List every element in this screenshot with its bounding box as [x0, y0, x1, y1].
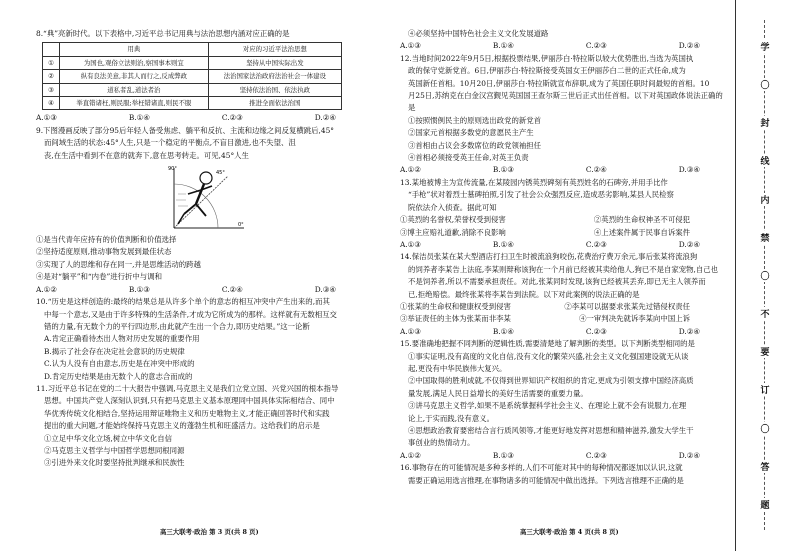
q14-options-row2 — [400, 313, 690, 325]
q13-stem-3: 院依法介入侦查。据此可知 — [408, 202, 497, 212]
q13-choices — [400, 239, 700, 251]
q9-option: ②坚持适度原则,推动事物发展到最佳状态 — [36, 247, 172, 257]
table-cell: 推进全面依法治国 — [208, 97, 341, 110]
q10-option: B.揭示了社会存在决定社会意识的历史规律 — [44, 346, 185, 356]
q8-table — [42, 42, 342, 110]
table-cell: 纵有良法美意,非其人而行之,反成弊政 — [60, 70, 209, 83]
q15-option: 论上,于实而践,没有意义。 — [408, 413, 494, 423]
q13-stem-2: “手枪”状对着烈士墓碑拍照,引发了社会公众强烈反应,造成恶劣影响,某县人民检察 — [408, 190, 674, 200]
q8-stem: 8.“典”亮新时代。以下表格中,习近平总书记用典与法治思想内涵对应正确的是 — [36, 29, 290, 38]
q14-stem-1: 14.保洁员张某在某大型酒店打扫卫生时被流浪狗咬伤,花费治疗费万余元,事后张某将流浪狗 — [400, 252, 698, 262]
choice-d: D.②④ — [678, 326, 700, 336]
q11-stem-3: 华优秀传统文化相结合,坚持运用辩证唯物主义和历史唯物主义,才能正确回答时代和实践 — [44, 408, 330, 418]
choice-b: B.①③ — [128, 284, 150, 294]
q9-option: ③实现了人的思维和存在同一,并是思维活动的跨越 — [36, 259, 201, 269]
binding-text — [758, 0, 772, 551]
q15-option: 事创业的热情动力。 — [408, 438, 475, 448]
q16-stem-2: 需要正确运用选言推理,在事物诸多的可能情况中做出选择。下列选言推理不正确的是 — [408, 475, 684, 485]
q15-option: ④思想政治教育要密结合言行质风领等,才能更好地发挥对思想和精神滋养,激发大学生干 — [408, 426, 694, 435]
right-footer: 高三大联考·政治 第 4 页(共 8 页) — [520, 528, 619, 536]
q8-header-1: 用典 — [60, 43, 209, 56]
fig-label-45: 45° — [216, 170, 225, 177]
binding-char: 不 — [760, 307, 769, 320]
q9-stem-1: 9.下图漫画反映了部分95后年轻人备受焦虑、躺平和反抗、主流和边缘之间反复横跳后,45° — [36, 125, 334, 135]
table-cell: 法治国家法治政府法治社会一体建设 — [208, 70, 341, 83]
left-page — [36, 28, 361, 470]
q9-option: ①是当代青年应持有的价值判断和价值选择 — [36, 235, 177, 245]
binding-char: 题 — [760, 498, 769, 511]
q14-option: ③举证责任的主体为张某而非李某 — [400, 314, 511, 324]
q13-options-row1 — [400, 214, 690, 226]
q11-option: ②马克思主义哲学与中国哲学思想同根同源 — [44, 445, 185, 455]
binding-char: 内 — [760, 193, 769, 206]
q14-options-row1 — [400, 301, 690, 313]
choice-c: C.②④ — [221, 284, 243, 294]
q8-header-2: 对应的习近平法治思想 — [208, 43, 341, 56]
choice-b: B.①③ — [492, 450, 514, 460]
q14-stem-2: 的饲养者李某告上法庭,李某则辩称该狗在一个月前已经被其卖给他人,狗已不是自家宠物,自己也 — [408, 264, 719, 274]
choice-a: A.①② — [400, 165, 421, 175]
choice-d: D.③④ — [678, 165, 700, 175]
q13-option: ②英烈的生命权神圣不可侵犯 — [593, 215, 690, 225]
choice-c: C.②③ — [585, 41, 607, 51]
q11-stem-1: 11.习近平总书记在党的二十大报告中强调,马克思主义是我们立党立国、兴党兴国的根本指导 — [36, 383, 339, 393]
choice-a: A.①② — [36, 284, 57, 294]
q13-option: ④上述案件属于民事自诉案件 — [593, 227, 690, 237]
q12-choices — [400, 164, 700, 176]
q11-stem-2: 思想。中国共产党人深刻认识到,只有把马克思主义基本原理同中国具体实际相结合、同中 — [44, 396, 335, 406]
binding-char: 学 — [760, 40, 769, 53]
right-page — [400, 28, 725, 487]
choice-b: B.①④ — [492, 326, 514, 336]
q11-option: ①立足中华文化立场,树立中华文化自信 — [44, 433, 172, 443]
q12-stem-1: 12.当地时间2022年9月5日,根据投票结果,伊丽莎白·特拉斯以较大优势胜出,当选为英国执 — [400, 53, 694, 63]
q9-cartoon — [168, 164, 248, 234]
table-cell: 举直错诸枉,则民服;举枉错诸直,则民不服 — [60, 97, 209, 110]
q11-option: ④必须坚持中国特色社会主义文化发展道路 — [408, 29, 549, 38]
fig-label-90: 90° — [168, 166, 177, 173]
q12-stem-4: 月25日,苏纳克在白金汉宫觐见英国国王查尔斯三世后正式出任首相。以下对英国政体说法正确的是 — [408, 91, 723, 113]
binding-char: 要 — [760, 345, 769, 358]
q10-stem-3: 错的力量,有无数个力的平行四边形,由此就产生出一个合力,即历史结果。”这一论断 — [44, 321, 310, 331]
row-num: ② — [43, 70, 60, 83]
q15-option: ②中国取得的胜利成就,不仅得到世界知识产权组织的肯定,更成为引领支撑中国经济高质 — [408, 376, 694, 386]
table-cell: 坚持依法治国、依法执政 — [208, 83, 341, 96]
q10-stem-1: 10.“历史是这样创造的:最终的结果总是从许多个单个的意志的相互冲突中产生出来的,而其 — [36, 297, 330, 307]
q11-option: ③引进外来文化时要坚持批判继承和民族性 — [44, 458, 185, 468]
q9-stem-3: 丧,在生活中看到不在意的就奔下,意在思考转走。可见,45°人生 — [44, 150, 249, 160]
choice-d: D.②④ — [678, 239, 700, 249]
q14-option: ②李某可以据要求张某先过错侵权责任 — [564, 301, 690, 311]
q12-stem-2: 政的保守党新党首。6日,伊丽莎白·特拉斯接受英国女王伊丽莎白二世的正式任命,成为 — [408, 66, 686, 76]
q14-option: ①张某的生命权和健康权受到侵害 — [400, 301, 511, 311]
q15-option: 量发展,满足人民日益增长的美好生活需要的重要力量。 — [408, 388, 588, 398]
binding-char: 〇 — [760, 78, 769, 91]
q9-choices — [36, 284, 336, 296]
choice-b: B.①④ — [128, 113, 150, 123]
choice-a: A.①③ — [400, 326, 421, 336]
binding-char: 封 — [760, 116, 769, 129]
row-num: ④ — [43, 97, 60, 110]
q14-stem-4: 已,拒绝赔偿。最终张某将李某告到法院。以下对此案例的说法正确的是 — [408, 289, 640, 299]
table-cell: 坚持从中国实际出发 — [208, 56, 341, 69]
fig-label-0: 0° — [238, 222, 244, 229]
q11-choices — [400, 40, 700, 52]
q15-option: ③讲马克思主义哲学,如果不是系统掌握科学社会主义、在理论上就不会有说服力,在理 — [408, 401, 687, 411]
q13-options-row2 — [400, 227, 690, 239]
row-num: ① — [43, 56, 60, 69]
table-cell: 为国也,观俗立法则治,察国事本则宜 — [60, 56, 209, 69]
binding-char: 〇 — [760, 269, 769, 282]
table-cell: 道私者乱,道法者治 — [60, 83, 209, 96]
q10-option: D.肯定历史结果是由无数个人的意志合而成的 — [44, 371, 193, 381]
q8-choices — [36, 112, 336, 124]
binding-char: 禁 — [760, 231, 769, 244]
q12-option: ①按照惯例民主的原则选出政党的新党首 — [408, 115, 542, 125]
q12-option: ③首相由占议会多数席位的政党领袖担任 — [408, 140, 542, 150]
q9-stem-2: 而间域生活的状态:45°人生,只是一个稳定的平衡点,不盲目激进,也不失望、沮 — [44, 138, 296, 148]
q15-option: ①事实证明,没有高度的文化自信,没有文化的繁荣兴盛,社会主义文化强国建设就无从谈 — [408, 351, 689, 361]
choice-b: B.①④ — [492, 41, 514, 51]
q14-stem-3: 不是饲养者,所以不需要承担责任。对此,张某同时发现,该狗已经被其丢弃,即已无主人领养而 — [408, 277, 706, 287]
left-footer: 高三大联考·政治 第 3 页(共 8 页) — [160, 528, 259, 536]
choice-d: D.③④ — [314, 284, 336, 294]
q13-stem-1: 13.某地被博主为宣传流量,在某陵园内锈英烈碑刻有英烈姓名的石碑旁,并用手比作 — [400, 177, 668, 187]
choice-d: D.②④ — [314, 113, 336, 123]
choice-a: A.①② — [400, 450, 421, 460]
q12-option: ④首相必须接受英王任命,对英王负责 — [408, 153, 529, 163]
choice-b: B.①③ — [492, 165, 514, 175]
choice-c: C.②④ — [585, 165, 607, 175]
running-figure-icon — [168, 164, 248, 234]
q13-option: ①英烈的名誉权,荣誉权受到侵害 — [400, 215, 506, 225]
q10-stem-2: 中每一个意志,又是由于许多特殊的生活条件,才成为它所成为的那样。这样就有无数相互交 — [44, 309, 337, 319]
choice-a: A.①③ — [400, 239, 421, 249]
q14-choices — [400, 326, 700, 338]
choice-a: A.①③ — [400, 41, 421, 51]
q10-option: C.认为人没有自由意志,历史是在冲突中形成的 — [44, 359, 195, 369]
binding-char: 〇 — [760, 422, 769, 435]
choice-d: D.②④ — [678, 41, 700, 51]
binding-char: 线 — [760, 154, 769, 167]
choice-c: C.②③ — [585, 450, 607, 460]
choice-c: C.②③ — [585, 326, 607, 336]
choice-b: B.①④ — [492, 239, 514, 249]
choice-c: C.②③ — [585, 239, 607, 249]
q9-option: ④是对“躺平”和“内卷”进行折中与调和 — [36, 272, 162, 282]
q11-stem-4: 提出的重大问题,才能始终保持马克思主义的蓬勃生机和旺盛活力。这给我们的启示是 — [44, 421, 320, 431]
binding-char: 订 — [760, 383, 769, 396]
choice-d: D.②④ — [678, 450, 700, 460]
row-num: ③ — [43, 83, 60, 96]
q12-option: ②国家元首根据多数党的意愿民主产生 — [408, 128, 534, 138]
q15-stem: 15.要准确地把握不同判断的逻辑性质,需要清楚地了解判断的类型。以下判断类型相同的是 — [400, 339, 695, 349]
q10-option: A.肯定正确看待杰出人物对历史发展的重要作用 — [44, 334, 200, 344]
q13-option: ③博主应赔礼道歉,消除不良影响 — [400, 227, 506, 237]
choice-a: A.①③ — [36, 113, 57, 123]
q15-choices — [400, 450, 700, 462]
q16-stem-1: 16.事物存在的可能情况是多种多样的,人们不可能对其中的每种情况都逐加以认识,这就 — [400, 463, 683, 473]
q15-option: 起,更没有中华民族伟大复兴。 — [408, 363, 507, 373]
choice-c: C.②③ — [221, 113, 243, 123]
binding-char: 答 — [760, 460, 769, 473]
q12-stem-3: 英国新任首相。10月20日,伊丽莎白·特拉斯就宣布辞职,成为了英国任职时间最短的首相。10 — [408, 78, 710, 88]
q14-option: ④一审判决先就诉李某向中国上诉 — [579, 314, 690, 324]
